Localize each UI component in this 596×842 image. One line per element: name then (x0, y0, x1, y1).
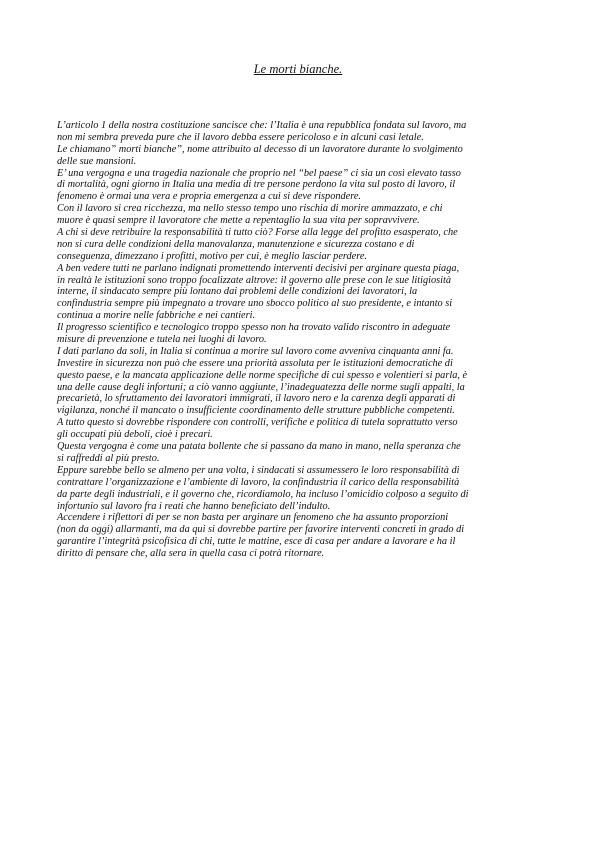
body-text-line: gli occupati più deboli, cioè i precari. (57, 429, 213, 441)
body-text-line: A ben vedere tutti ne parlano indignati promettendo interventi decisivi per arginare questa piaga, (57, 262, 460, 274)
body-text-line: misure di prevenzione e tutela nei luoghi di lavoro. (57, 334, 267, 346)
body-text-line: precarietà, lo sfruttamento dei lavoratori immigrati, il lavoro nero e la carenza degli apparati di (57, 393, 456, 405)
body-text-line: Accendere i riflettori di per se non basta per arginare un fenomeno che ha assunto proporzioni (57, 512, 449, 524)
body-text-line: garantire l’integrità psicofisica di chi, tutte le mattine, esce di casa per andare a lavorare e ha il (57, 536, 456, 548)
body-text-line: muore è quasi sempre il lavoratore che mette a repentaglio la sua vita per sopravvivere. (57, 215, 420, 227)
body-text-line: una delle cause degli infortuni; a ciò vanno aggiunte, l’inadeguatezza delle norme sugli appalti, la (57, 381, 465, 393)
body-text-line: in realtà le istituzioni sono troppo focalizzate altrove: il governo alle prese con le sue litigiosità (57, 274, 452, 286)
body-text-line: da parte degli industriali, e il governo che, ricordiamolo, ha incluso l’omicidio colposo a seguito di (57, 488, 469, 500)
page-title: Le morti bianche. (253, 62, 343, 76)
body-text-line: contrattare l’organizzazione e l’ambiente di lavoro, la confindustria il carico della responsabilità (57, 476, 460, 488)
body-text-line: delle sue mansioni. (57, 155, 137, 167)
body-text-line: Con il lavoro si crea ricchezza, ma nello stesso tempo uno rischia di morire ammazzato, e chi (57, 203, 443, 215)
body-text-line: continua a morire nelle fabbriche e nei cantieri. (57, 310, 256, 322)
article-body (57, 120, 545, 560)
body-text-line: conseguenza, dimezzano i profitti, motivo per cui, è meglio lasciar perdere. (57, 250, 368, 262)
body-text-line: A chi si deve retribuire la responsabilità ti tutto ciò? Forse alla legge del profitto esasperato, che (57, 227, 458, 239)
body-text-line: A tutto questo si dovrebbe rispondere con controlli, verifiche e politica di tutela soprattutto verso (57, 417, 458, 429)
body-text-line: non mi sembra preveda pure che il lavoro debba essere pericoloso e in alcuni casi letale. (57, 131, 424, 143)
body-text-line: non si cura delle condizioni della manovalanza, manutenzione e sicurezza costano e di (57, 238, 415, 250)
body-text-line: Investire in sicurezza non può che essere una priorità assoluta per le istituzioni democratiche di (57, 357, 453, 369)
body-text-line: infortunio sul lavoro fra i reati che hanno beneficiato dell’indulto. (57, 500, 331, 512)
body-text-line: fenomeno è ormai una vera e propria emergenza a cui si deve rispondere. (57, 191, 361, 203)
body-text-line: Questa vergogna è come una patata bollente che si passano da mano in mano, nella speranza che (57, 441, 461, 453)
body-text-line: di mortalità, ogni giorno in Italia una media di tre persone perdono la vita sul posto di lavoro, il (57, 179, 456, 191)
body-text-line: Il progresso scientifico e tecnologico troppo spesso non ha trovato valido riscontro in adeguate (57, 322, 451, 334)
body-text-line: si raffreddi al più presto. (57, 452, 160, 464)
body-text-line: interne, il sindacato sempre più lontano dai problemi delle condizioni dei lavoratori, la (57, 286, 418, 298)
body-text-line: diritto di pensare che, alla sera in quella casa ci potrà ritornare. (57, 548, 325, 560)
body-text-line: Le chiamano” morti bianche”, nome attribuito al decesso di un lavoratore durante lo svolgimento (57, 143, 463, 155)
body-text-line: (non da oggi) allarmanti, ma da qui si dovrebbe partire per favorire interventi concreti in grado di (57, 524, 465, 536)
body-text-line: questo paese, e la mancata applicazione delle norme specifiche di cui spesso e volentieri si parla, è (57, 369, 468, 381)
body-text-line: Eppure sarebbe bello se almeno per una volta, i sindacati si assumessero le loro responsabilità di (57, 464, 460, 476)
body-text-line: L’articolo 1 della nostra costituzione sancisce che: l’Italia è una repubblica fondata sul lavoro, ma (57, 120, 467, 131)
body-text-line: E’ una vergogna e una tragedia nazionale che proprio nel “bel paese” ci sia un così elevato tasso (57, 167, 461, 179)
body-text-line: vigilanza, nonché il mancato o insufficiente coordinamento delle strutture pubbliche competenti. (57, 405, 455, 417)
body-text-line: confindustria sempre più impegnato a trovare uno sbocco politico al suo presidente, e intanto si (57, 298, 453, 310)
body-text-line: I dati parlano da soli, in Italia si continua a morire sul lavoro come avveniva cinquanta anni fa. (57, 345, 454, 357)
